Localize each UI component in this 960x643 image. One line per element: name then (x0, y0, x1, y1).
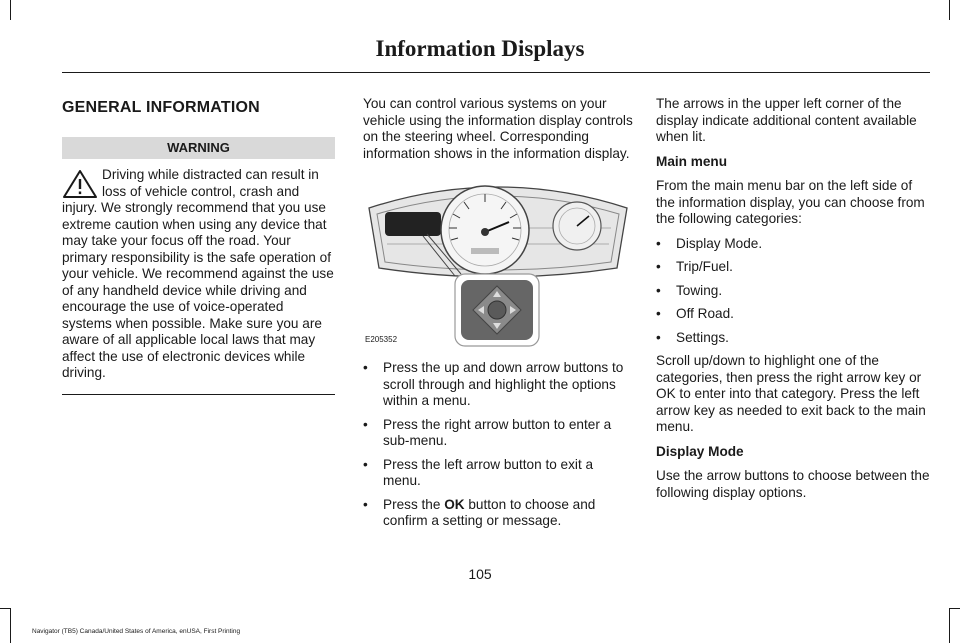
list-item-suffix: button to choose and confirm a setting or message. (383, 496, 596, 528)
bullet: • (656, 282, 661, 298)
bullet: • (656, 306, 661, 321)
list-item (656, 259, 930, 276)
categories-list (656, 236, 930, 347)
arrows-paragraph: The arrows in the upper left corner of the display indicate additional content available when lit. (656, 96, 917, 144)
bullet: • (363, 456, 368, 472)
control-instructions-list (363, 360, 633, 530)
list-item (656, 306, 930, 323)
column-general-information (62, 96, 335, 395)
list-item-text: Press the left arrow button to exit a menu. (383, 456, 594, 488)
footer-text: Navigator (TB5) Canada/United States of America, enUSA, First Printing (32, 628, 241, 635)
crop-mark (0, 608, 10, 609)
warning-text: Driving while distracted can result in loss of vehicle control, crash and injury. We strongly recommend that you use extreme caution when using any device that may take your focus off the road. Your primary responsibility is the safe operation of your vehicle. We recommend against the use of any handheld device while driving and encourage the use of voice-operated systems when possible. Make sure you are aware of all applicable local laws that may affect the use of electronic devices while driving. (62, 167, 334, 380)
list-item (363, 457, 633, 490)
page-number: 105 (468, 566, 492, 582)
list-item-text: Press the right arrow button to enter a sub-menu. (383, 416, 612, 448)
header-rule (62, 72, 930, 73)
instrument-cluster-illustration (363, 170, 633, 350)
crop-mark (10, 608, 11, 643)
figure-id: E205352 (365, 334, 398, 344)
crop-mark (949, 608, 960, 609)
scroll-paragraph: Scroll up/down to highlight one of the categories, then press the right arrow key or OK to enter into that category. Press the left arrow key as needed to exit back to the main menu. (656, 353, 926, 434)
list-item-text: Press the up and down arrow buttons to scroll through and highlight the options within a menu. (383, 360, 624, 408)
list-item-text: Settings. (676, 329, 729, 345)
intro-paragraph: You can control various systems on your vehicle using the information display controls on the steering wheel. Corresponding information shows in the information display. (363, 96, 633, 161)
bullet: • (363, 416, 368, 432)
display-mode-paragraph: Use the arrow buttons to choose between the following display options. (656, 468, 930, 500)
list-item (363, 497, 633, 530)
list-item (656, 330, 930, 347)
list-item-text: Off Road. (676, 306, 734, 321)
list-item-text: Towing. (676, 282, 723, 298)
cluster-figure (363, 170, 633, 350)
list-item (363, 360, 633, 410)
ok-keyword: OK (444, 496, 465, 512)
column-main-menu (656, 96, 930, 509)
main-menu-heading: Main menu (656, 153, 727, 169)
page-header-title: Information Displays (375, 36, 585, 61)
bullet: • (656, 259, 661, 274)
column-controls (363, 96, 633, 537)
section-heading: GENERAL INFORMATION (62, 99, 260, 116)
warning-text-block (62, 167, 335, 382)
warning-triangle-icon (62, 169, 98, 199)
bullet: • (656, 329, 661, 345)
main-menu-paragraph: From the main menu bar on the left side of the information display, you can choose from the following categories: (656, 178, 925, 226)
list-item (656, 283, 930, 300)
warning-label: WARNING (62, 137, 335, 160)
crop-mark (949, 0, 950, 20)
bullet: • (656, 235, 661, 251)
list-item-text: Display Mode. (676, 235, 763, 251)
crop-mark (10, 0, 11, 20)
list-item (656, 236, 930, 253)
list-item-prefix: Press the (383, 496, 445, 512)
list-item (363, 417, 633, 450)
display-mode-heading: Display Mode (656, 443, 744, 459)
crop-mark (949, 608, 950, 643)
bullet: • (363, 496, 368, 512)
list-item-text: Trip/Fuel. (676, 259, 733, 274)
bullet: • (363, 360, 368, 375)
warning-end-rule (62, 394, 335, 395)
